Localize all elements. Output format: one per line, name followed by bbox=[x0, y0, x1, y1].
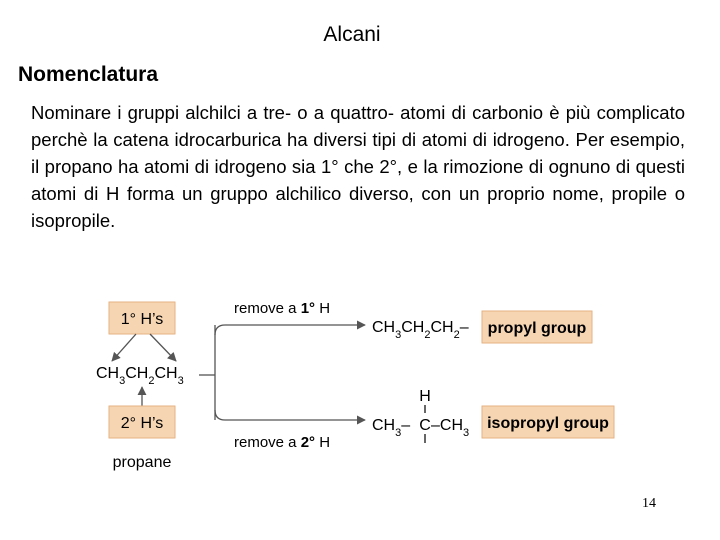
primary-h-label: 1° H’s bbox=[120, 311, 164, 328]
isopropyl-left: $CH_3-$ bbox=[372, 417, 411, 439]
branch-top-curve bbox=[215, 325, 365, 335]
isopropyl-center: C bbox=[419, 417, 431, 434]
remove-primary-label: remove a 1° H bbox=[234, 300, 331, 317]
section-heading: Nomenclatura bbox=[18, 63, 159, 86]
isopropyl-right: $-CH_3$ bbox=[431, 417, 470, 439]
body-paragraph: Nominare i gruppi alchilci a tre- o a quattro- atomi di carbonio è più complicato perchè la catena idrocarburica ha diversi tipi di atomi di idrogeno. Per esempio, il propano ha atomi di idrogeno sia 1° che 2°, e la rimozione di ognuno di questi atomi di H forma un gruppo alchilico diverso, con un proprio nome, propile o isopropile. bbox=[31, 102, 685, 231]
secondary-h-label: 2° H’s bbox=[120, 415, 164, 432]
isopropyl-group-label: isopropyl group bbox=[487, 415, 609, 432]
page-number: 14 bbox=[642, 496, 656, 511]
propane-formula: $CH_3CH_2CH_3$ bbox=[96, 365, 184, 387]
arrow-to-right-ch3 bbox=[150, 334, 176, 361]
slide-title: Alcani bbox=[323, 23, 381, 46]
propane-label: propane bbox=[112, 454, 172, 471]
propyl-formula: $CH_3CH_2CH_2-$ bbox=[372, 319, 469, 341]
isopropyl-h: H bbox=[419, 388, 431, 405]
branch-bottom-curve bbox=[215, 410, 365, 420]
remove-secondary-label: remove a 2° H bbox=[234, 434, 331, 451]
arrow-to-left-ch3 bbox=[112, 334, 136, 361]
propyl-isopropyl-diagram bbox=[88, 285, 628, 485]
propyl-group-label: propyl group bbox=[487, 320, 587, 337]
